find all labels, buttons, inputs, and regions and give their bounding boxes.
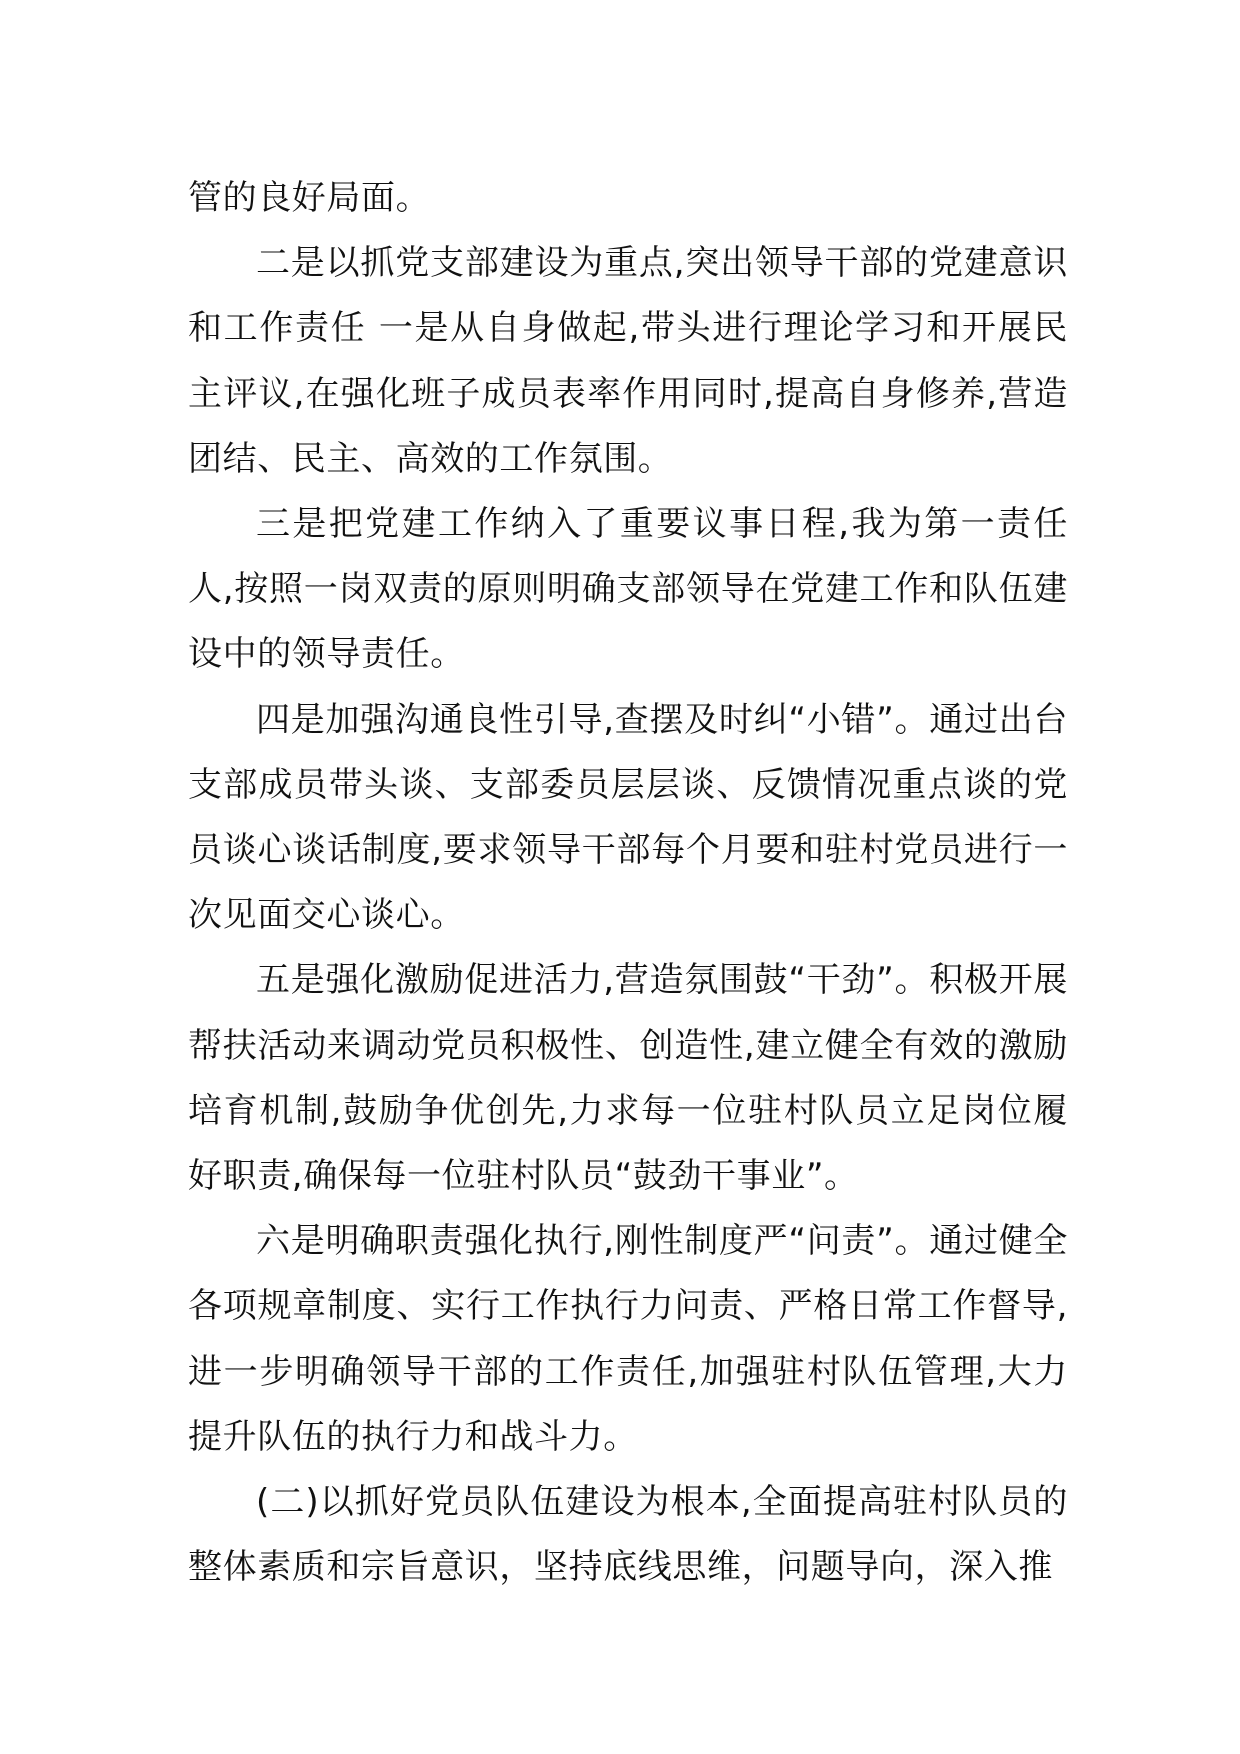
paragraph-communication: 四是加强沟通良性引导,查摆及时纠“小错”。通过出台支部成员带头谈、支部委员层层谈、反馈情况重点谈的党员谈心谈话制度,要求领导干部每个月要和驻村党员进行一次见面交心谈心。 [188,699,1068,936]
paragraph-continuation: 管的良好局面。 [188,178,431,218]
paragraph-member-team: (二)以抓好党员队伍建设为根本,全面提高驻村队员的整体素质和宗旨意识，坚持底线思维，问题导向，深入推 [188,1482,1068,1588]
document-body [188,166,1068,1600]
paragraph-accountability: 六是明确职责强化执行,刚性制度严“问责”。通过健全各项规章制度、实行工作执行力问责、严格日常工作督导,进一步明确领导干部的工作责任,加强驻村队伍管理,大力提升队伍的执行力和战斗力。 [188,1221,1068,1457]
paragraph-incentive: 五是强化激励促进活力,营造氛围鼓“干劲”。积极开展帮扶活动来调动党员积极性、创造性,建立健全有效的激励培育机制,鼓励争优创先,力求每一位驻村队员立足岗位履好职责,确保每一位驻村队员“鼓劲干事业”。 [188,960,1068,1197]
paragraph-agenda: 三是把党建工作纳入了重要议事日程,我为第一责任人,按照一岗双责的原则明确支部领导在党建工作和队伍建设中的领导责任。 [188,504,1068,675]
paragraph-party-branch: 二是以抓党支部建设为重点,突出领导干部的党建意识和工作责任 一是从自身做起,带头进行理论学习和开展民主评议,在强化班子成员表率作用同时,提高自身修养,营造团结、民主、高效的工作氛围。 [188,243,1068,479]
